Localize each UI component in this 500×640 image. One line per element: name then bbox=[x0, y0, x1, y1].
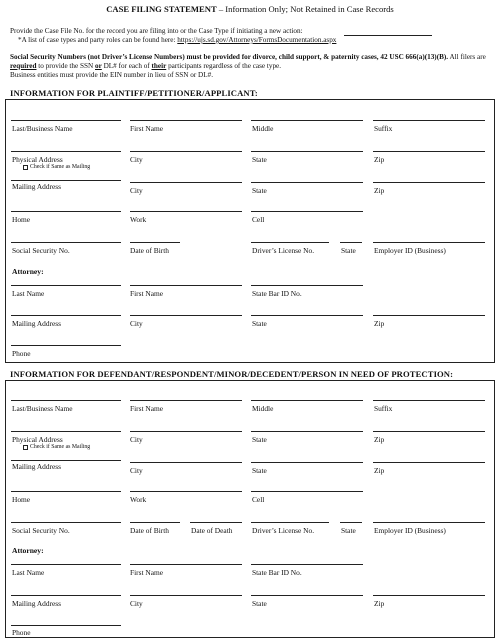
plaintiff-mailing-zip-field[interactable] bbox=[373, 182, 485, 183]
defendant-mailing-address-field[interactable] bbox=[11, 460, 121, 461]
label-state: State bbox=[252, 435, 267, 444]
attorney-mailing-address-field[interactable] bbox=[11, 595, 121, 596]
label-zip: Zip bbox=[374, 155, 385, 164]
label-suffix: Suffix bbox=[374, 404, 393, 413]
ssn-their-word: their bbox=[151, 62, 167, 70]
plaintiff-last-name-field[interactable] bbox=[11, 120, 121, 121]
attorney-mailing-address-field[interactable] bbox=[11, 315, 121, 316]
defendant-dl-field[interactable] bbox=[251, 522, 329, 523]
defendant-last-name-field[interactable] bbox=[11, 400, 121, 401]
form-title-rest: – Information Only; Not Retained in Case Records bbox=[216, 4, 394, 14]
case-types-note-text: *A list of case types and party roles can be found here: bbox=[18, 36, 178, 44]
plaintiff-home-phone-field[interactable] bbox=[11, 211, 121, 212]
label-state: State bbox=[252, 186, 267, 195]
plaintiff-middle-field[interactable] bbox=[251, 120, 363, 121]
attorney-heading: Attorney: bbox=[12, 546, 44, 555]
defendant-cell-phone-field[interactable] bbox=[251, 491, 363, 492]
label-city: City bbox=[130, 155, 143, 164]
plaintiff-section bbox=[5, 99, 495, 363]
label-attorney-mailing: Mailing Address bbox=[12, 319, 62, 328]
attorney-zip-field[interactable] bbox=[373, 315, 485, 316]
label-work: Work bbox=[130, 215, 147, 224]
same-as-mailing-checkbox[interactable] bbox=[23, 164, 90, 170]
label-dob: Date of Birth bbox=[130, 246, 169, 255]
plaintiff-suffix-field[interactable] bbox=[373, 120, 485, 121]
plaintiff-dob-field[interactable] bbox=[130, 242, 180, 243]
label-dob: Date of Birth bbox=[130, 526, 169, 535]
ssn-notice-text-a: All filers are bbox=[448, 53, 486, 61]
plaintiff-cell-phone-field[interactable] bbox=[251, 211, 363, 212]
case-file-number-field[interactable] bbox=[344, 35, 432, 36]
plaintiff-mailing-state-field[interactable] bbox=[251, 182, 363, 183]
label-suffix: Suffix bbox=[374, 124, 393, 133]
attorney-heading: Attorney: bbox=[12, 267, 44, 276]
defendant-section bbox=[5, 380, 495, 638]
attorney-phone-field[interactable] bbox=[11, 625, 121, 626]
label-middle: Middle bbox=[252, 404, 274, 413]
label-state: State bbox=[252, 319, 267, 328]
label-last-business-name: Last/Business Name bbox=[12, 124, 73, 133]
attorney-zip-field[interactable] bbox=[373, 595, 485, 596]
defendant-physical-city-field[interactable] bbox=[130, 431, 242, 432]
label-middle: Middle bbox=[252, 124, 274, 133]
label-city: City bbox=[130, 435, 143, 444]
label-employer-id: Employer ID (Business) bbox=[374, 526, 446, 535]
attorney-state-field[interactable] bbox=[251, 595, 363, 596]
plaintiff-dl-field[interactable] bbox=[251, 242, 329, 243]
attorney-first-name-field[interactable] bbox=[130, 285, 242, 286]
case-types-note bbox=[18, 36, 336, 45]
plaintiff-physical-city-field[interactable] bbox=[130, 151, 242, 152]
defendant-work-phone-field[interactable] bbox=[130, 491, 242, 492]
attorney-phone-field[interactable] bbox=[11, 345, 121, 346]
label-attorney-first-name: First Name bbox=[130, 568, 164, 577]
checkbox-square[interactable] bbox=[23, 165, 28, 170]
label-attorney-mailing: Mailing Address bbox=[12, 599, 62, 608]
checkbox-square[interactable] bbox=[23, 445, 28, 450]
label-cell: Cell bbox=[252, 215, 265, 224]
label-dl-no: Driver’s License No. bbox=[252, 526, 315, 535]
label-dl-no: Driver’s License No. bbox=[252, 246, 315, 255]
defendant-employer-id-field[interactable] bbox=[373, 522, 485, 523]
label-city: City bbox=[130, 466, 143, 475]
defendant-mailing-zip-field[interactable] bbox=[373, 462, 485, 463]
label-mailing-address: Mailing Address bbox=[12, 182, 62, 191]
plaintiff-dl-state-field[interactable] bbox=[340, 242, 362, 243]
plaintiff-employer-id-field[interactable] bbox=[373, 242, 485, 243]
defendant-mailing-state-field[interactable] bbox=[251, 462, 363, 463]
defendant-physical-address-field[interactable] bbox=[11, 431, 121, 432]
ssn-notice-text-b: to provide the SSN bbox=[36, 62, 95, 70]
label-attorney-last-name: Last Name bbox=[12, 289, 45, 298]
ssn-or-word: or bbox=[95, 62, 102, 70]
label-zip: Zip bbox=[374, 435, 385, 444]
plaintiff-work-phone-field[interactable] bbox=[130, 211, 242, 212]
attorney-state-field[interactable] bbox=[251, 315, 363, 316]
ssn-notice-text-c: DL# for each of bbox=[101, 62, 152, 70]
plaintiff-physical-address-field[interactable] bbox=[11, 151, 121, 152]
ssn-notice-bold: Social Security Numbers (not Driver’s License Numbers) must be provided for divorce, child support, & paternity cases, 42 USC 666(a)(13)(B). bbox=[10, 53, 449, 61]
business-entity-note-text: Business entities must provide the EIN number in lieu of SSN or DL#. bbox=[10, 71, 214, 79]
case-file-instruction bbox=[10, 27, 303, 36]
defendant-dl-state-field[interactable] bbox=[340, 522, 362, 523]
business-entity-note bbox=[10, 71, 213, 80]
ssn-notice-text-d: participants regardless of the case type. bbox=[166, 62, 282, 70]
label-zip: Zip bbox=[374, 466, 385, 475]
same-as-mailing-label: Check if Same as Mailing bbox=[30, 444, 91, 450]
label-state: State bbox=[252, 466, 267, 475]
label-mailing-address: Mailing Address bbox=[12, 462, 62, 471]
label-zip: Zip bbox=[374, 319, 385, 328]
plaintiff-ssn-field[interactable] bbox=[11, 242, 121, 243]
defendant-suffix-field[interactable] bbox=[373, 400, 485, 401]
plaintiff-physical-zip-field[interactable] bbox=[373, 151, 485, 152]
defendant-middle-field[interactable] bbox=[251, 400, 363, 401]
ssn-required-word: required bbox=[10, 62, 37, 70]
attorney-city-field[interactable] bbox=[130, 595, 242, 596]
label-state: State bbox=[252, 155, 267, 164]
label-first-name: First Name bbox=[130, 124, 164, 133]
same-as-mailing-checkbox[interactable] bbox=[23, 444, 90, 450]
form-title-bold: CASE FILING STATEMENT bbox=[106, 4, 217, 14]
label-physical-address: Physical Address bbox=[12, 155, 63, 164]
label-phone: Phone bbox=[12, 349, 31, 358]
attorney-bar-id-field[interactable] bbox=[251, 285, 363, 286]
label-home: Home bbox=[12, 495, 31, 504]
defendant-dob-field[interactable] bbox=[130, 522, 180, 523]
attorney-first-name-field[interactable] bbox=[130, 564, 242, 565]
case-file-instruction-text: Provide the Case File No. for the record you are filing into or the Case Type if initiating a new action: bbox=[10, 27, 303, 35]
defendant-mailing-city-field[interactable] bbox=[130, 462, 242, 463]
defendant-physical-zip-field[interactable] bbox=[373, 431, 485, 432]
defendant-section-heading: INFORMATION FOR DEFENDANT/RESPONDENT/MINOR/DECEDENT/PERSON IN NEED OF PROTECTION: bbox=[10, 369, 454, 379]
defendant-first-name-field[interactable] bbox=[130, 400, 242, 401]
label-state-bar-id: State Bar ID No. bbox=[252, 289, 302, 298]
forms-documentation-link[interactable]: https://ujs.sd.gov/Attorneys/FormsDocumentation.aspx bbox=[177, 36, 337, 44]
attorney-last-name-field[interactable] bbox=[11, 285, 121, 286]
form-title bbox=[0, 4, 500, 14]
label-employer-id: Employer ID (Business) bbox=[374, 246, 446, 255]
label-attorney-first-name: First Name bbox=[130, 289, 164, 298]
label-zip: Zip bbox=[374, 186, 385, 195]
label-city: City bbox=[130, 319, 143, 328]
label-last-business-name: Last/Business Name bbox=[12, 404, 73, 413]
label-zip: Zip bbox=[374, 599, 385, 608]
defendant-dod-field[interactable] bbox=[190, 522, 242, 523]
attorney-last-name-field[interactable] bbox=[11, 564, 121, 565]
label-first-name: First Name bbox=[130, 404, 164, 413]
plaintiff-first-name-field[interactable] bbox=[130, 120, 242, 121]
defendant-physical-state-field[interactable] bbox=[251, 431, 363, 432]
label-attorney-last-name: Last Name bbox=[12, 568, 45, 577]
plaintiff-physical-state-field[interactable] bbox=[251, 151, 363, 152]
plaintiff-mailing-city-field[interactable] bbox=[130, 182, 242, 183]
label-dl-state: State bbox=[341, 526, 356, 535]
attorney-city-field[interactable] bbox=[130, 315, 242, 316]
label-state-bar-id: State Bar ID No. bbox=[252, 568, 302, 577]
same-as-mailing-label: Check if Same as Mailing bbox=[30, 164, 91, 170]
defendant-home-phone-field[interactable] bbox=[11, 491, 121, 492]
ssn-notice bbox=[10, 53, 490, 71]
label-ssn: Social Security No. bbox=[12, 526, 70, 535]
label-home: Home bbox=[12, 215, 31, 224]
label-state: State bbox=[252, 599, 267, 608]
label-cell: Cell bbox=[252, 495, 265, 504]
plaintiff-section-heading: INFORMATION FOR PLAINTIFF/PETITIONER/APPLICANT: bbox=[10, 88, 258, 98]
plaintiff-mailing-address-field[interactable] bbox=[11, 180, 121, 181]
label-ssn: Social Security No. bbox=[12, 246, 70, 255]
label-phone: Phone bbox=[12, 628, 31, 637]
label-city: City bbox=[130, 186, 143, 195]
label-physical-address: Physical Address bbox=[12, 435, 63, 444]
label-dl-state: State bbox=[341, 246, 356, 255]
label-work: Work bbox=[130, 495, 147, 504]
label-city: City bbox=[130, 599, 143, 608]
label-dod: Date of Death bbox=[191, 526, 233, 535]
defendant-ssn-field[interactable] bbox=[11, 522, 121, 523]
attorney-bar-id-field[interactable] bbox=[251, 564, 363, 565]
